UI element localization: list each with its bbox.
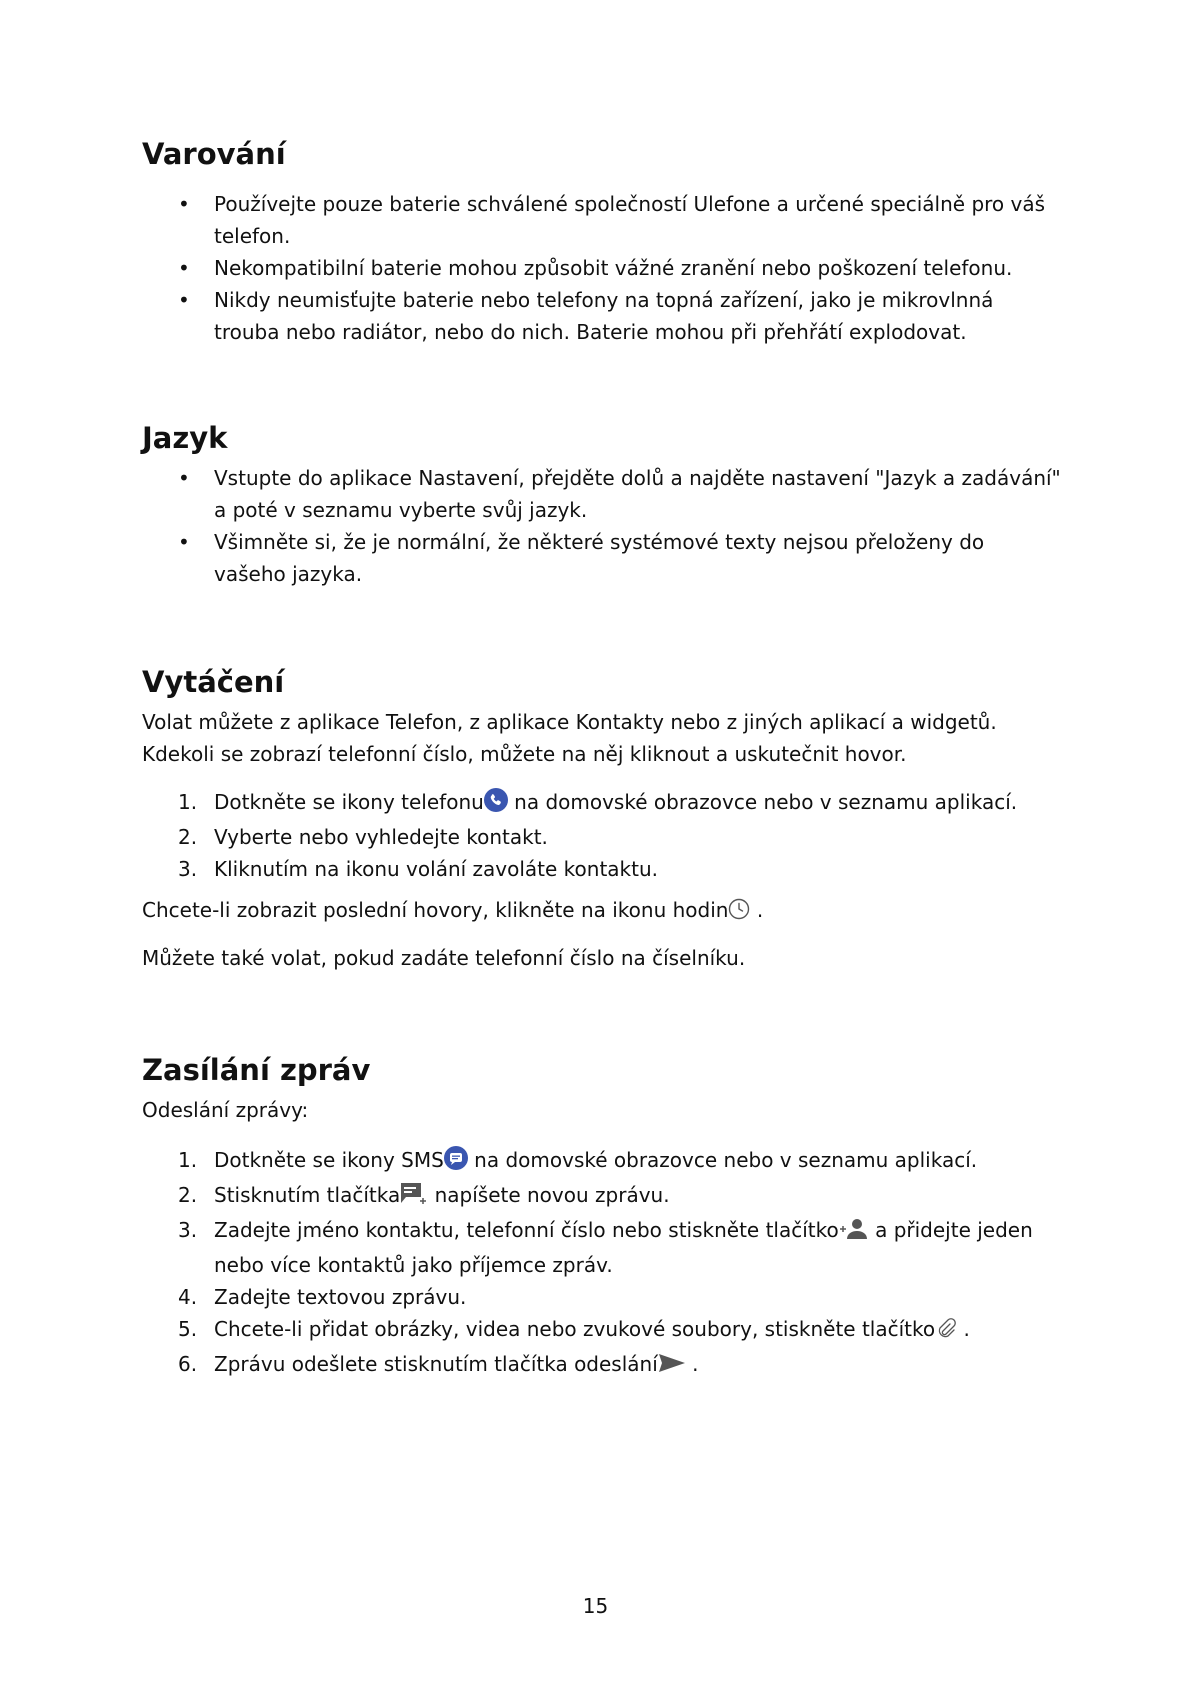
heading-messaging: Zasílání zpráv xyxy=(142,1053,371,1087)
send-icon xyxy=(658,1351,686,1383)
heading-language: Jazyk xyxy=(142,421,228,455)
add-contact-icon xyxy=(839,1217,869,1249)
messaging-steps xyxy=(142,1144,1062,1383)
dialing-steps xyxy=(142,786,1062,885)
list-item: • Nikdy neumisťujte baterie nebo telefony na topná zařízení, jako je mikrovlnná trouba nebo radiátor, nebo do nich. Baterie mohou při přehřátí explodovat. xyxy=(178,288,994,344)
list-item: 1. Dotkněte se ikony telefonu na domovské obrazovce nebo v seznamu aplikací. xyxy=(142,786,1062,821)
list-item: • Nekompatibilní baterie mohou způsobit vážné zranění nebo poškození telefonu. xyxy=(178,256,1013,280)
dialing-intro: Volat můžete z aplikace Telefon, z aplikace Kontakty nebo z jiných aplikací a widgetů. Kdekoli se zobrazí telefonní číslo, můžete na něj kliknout a uskutečnit hovor. xyxy=(142,710,997,766)
list-item: 3. Kliknutím na ikonu volání zavoláte kontaktu. xyxy=(178,857,659,881)
list-item: 2. Vyberte nebo vyhledejte kontakt. xyxy=(178,825,548,849)
warning-list xyxy=(142,188,1062,348)
sms-icon xyxy=(444,1146,468,1179)
phone-icon xyxy=(484,788,508,821)
paperclip-icon xyxy=(935,1316,957,1348)
list-item: 4. Zadejte textovou zprávu. xyxy=(178,1285,467,1309)
recent-calls-text: Chcete-li zobrazit poslední hovory, klikněte na ikonu hodin . xyxy=(142,894,1062,929)
list-item: • Všimněte si, že je normální, že některé systémové texty nejsou přeloženy do vašeho jazyka. xyxy=(178,530,985,586)
list-item: 5. Chcete-li přidat obrázky, videa nebo zvukové soubory, stiskněte tlačítko . xyxy=(142,1313,1062,1348)
page-number: 15 xyxy=(582,1594,609,1618)
heading-warning: Varování xyxy=(142,137,286,171)
list-item: 2. Stisknutím tlačítka napíšete novou zprávu. xyxy=(142,1179,1062,1214)
language-list xyxy=(142,462,1062,590)
list-item: 1. Dotkněte se ikony SMS na domovské obrazovce nebo v seznamu aplikací. xyxy=(142,1144,1062,1179)
dialpad-text: Můžete také volat, pokud zadáte telefonní číslo na číselníku. xyxy=(142,946,746,970)
heading-dialing: Vytáčení xyxy=(142,665,285,699)
clock-icon xyxy=(728,897,750,929)
list-item: • Vstupte do aplikace Nastavení, přejděte dolů a najděte nastavení "Jazyk a zadávání" a poté v seznamu vyberte svůj jazyk. xyxy=(178,466,1061,522)
list-item: 3. Zadejte jméno kontaktu, telefonní číslo nebo stiskněte tlačítko a přidejte jeden nebo více kontaktů jako příjemce zpráv. xyxy=(178,1218,1033,1277)
messaging-intro: Odeslání zprávy: xyxy=(142,1098,309,1122)
list-item: • Používejte pouze baterie schválené společností Ulefone a určené speciálně pro váš telefon. xyxy=(178,192,1046,248)
list-item: 6. Zprávu odešlete stisknutím tlačítka odeslání . xyxy=(142,1348,1062,1383)
compose-message-icon xyxy=(400,1181,428,1214)
